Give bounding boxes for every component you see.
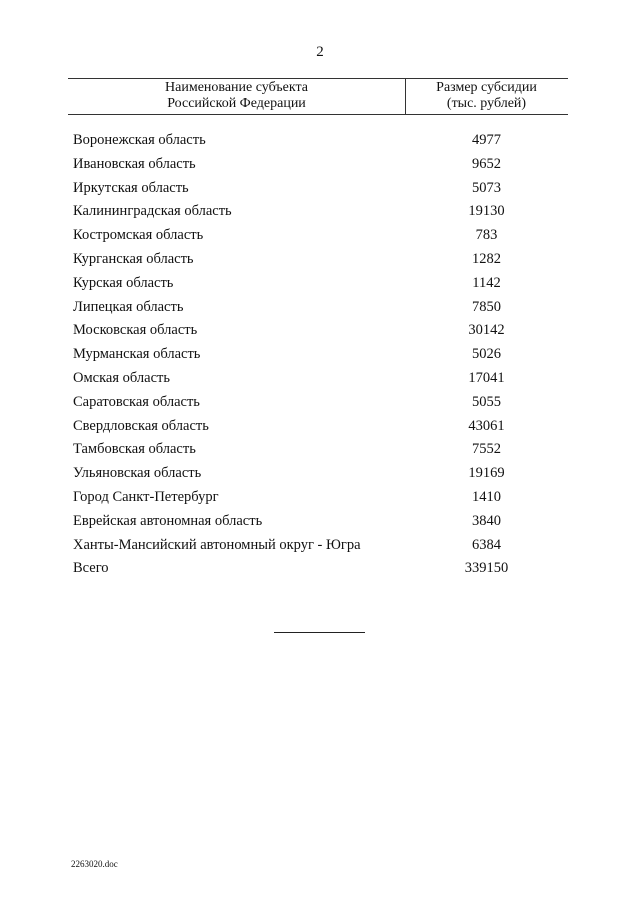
row-subsidy-value: 9652 [472, 155, 501, 172]
row-subsidy-value: 19169 [468, 465, 505, 482]
row-subsidy-value: 5026 [472, 346, 501, 363]
header-subject-name-line1: Наименование субъекта [165, 80, 308, 95]
row-subsidy-value: 1282 [472, 250, 501, 267]
row-subject-name: Ханты-Мансийский автономный округ - Югра [73, 536, 361, 553]
table-body [0, 130, 640, 582]
table-row [0, 487, 640, 511]
table-row [0, 201, 640, 225]
table-top-rule [68, 78, 568, 79]
row-subject-name: Еврейская автономная область [73, 512, 263, 529]
row-subsidy-value: 3840 [472, 512, 501, 529]
row-subject-name: Липецкая область [73, 298, 184, 315]
row-subsidy-value: 7850 [472, 298, 501, 315]
row-subject-name: Свердловская область [73, 417, 209, 434]
row-subject-name: Мурманская область [73, 346, 201, 363]
row-subject-name: Калининградская область [73, 203, 232, 220]
table-row [0, 297, 640, 321]
header-subsidy-size-line1: Размер субсидии [436, 80, 537, 95]
row-subject-name: Иркутская область [73, 179, 189, 196]
table-row [0, 368, 640, 392]
row-subject-name: Ульяновская область [73, 465, 202, 482]
table-row [0, 320, 640, 344]
table-row [0, 511, 640, 535]
row-subsidy-value: 1410 [472, 488, 501, 505]
table-row [0, 439, 640, 463]
table-row [0, 558, 640, 582]
row-subsidy-value: 4977 [472, 132, 501, 148]
row-subsidy-value: 6384 [472, 536, 501, 553]
table-row [0, 273, 640, 297]
table-row [0, 249, 640, 273]
row-subsidy-value: 43061 [468, 417, 505, 434]
row-subsidy-value: 1142 [472, 274, 501, 291]
header-subsidy-size [405, 80, 568, 112]
row-subsidy-value: 17041 [468, 369, 505, 386]
row-subsidy-value: 30142 [468, 322, 505, 339]
table-row [0, 225, 640, 249]
footer-file-code: 2263020.doc [71, 859, 118, 869]
row-subject-name: Город Санкт-Петербург [73, 488, 219, 505]
row-subsidy-value: 7552 [472, 441, 501, 458]
row-subject-name: Саратовская область [73, 393, 200, 410]
row-subsidy-value: 339150 [464, 560, 509, 577]
table-row [0, 535, 640, 559]
row-subject-name: Московская область [73, 322, 198, 339]
row-subject-name: Воронежская область [73, 132, 206, 148]
row-subject-name: Костромская область [73, 227, 204, 244]
table-row [0, 416, 640, 440]
end-of-document-line [274, 632, 365, 633]
row-subsidy-value: 5073 [472, 179, 501, 196]
row-subsidy-value: 19130 [468, 203, 505, 220]
table-row [0, 154, 640, 178]
header-subject-name-line2: Российской Федерации [167, 96, 306, 111]
row-subject-name: Ивановская область [73, 155, 196, 172]
header-subsidy-size-line2: (тыс. рублей) [446, 96, 527, 111]
header-subject-name [68, 80, 405, 112]
row-subject-name: Курская область [73, 274, 174, 291]
row-subsidy-value: 783 [475, 227, 498, 244]
row-subsidy-value: 5055 [472, 393, 501, 410]
table-row [0, 178, 640, 202]
table-header-bottom-rule [68, 114, 568, 115]
row-subject-name: Всего [73, 560, 109, 577]
table-row [0, 463, 640, 487]
table-row [0, 130, 640, 154]
row-subject-name: Тамбовская область [73, 441, 196, 458]
table-row [0, 344, 640, 368]
row-subject-name: Омская область [73, 369, 170, 386]
table-row [0, 392, 640, 416]
row-subject-name: Курганская область [73, 250, 194, 267]
page-number: 2 [316, 44, 324, 60]
